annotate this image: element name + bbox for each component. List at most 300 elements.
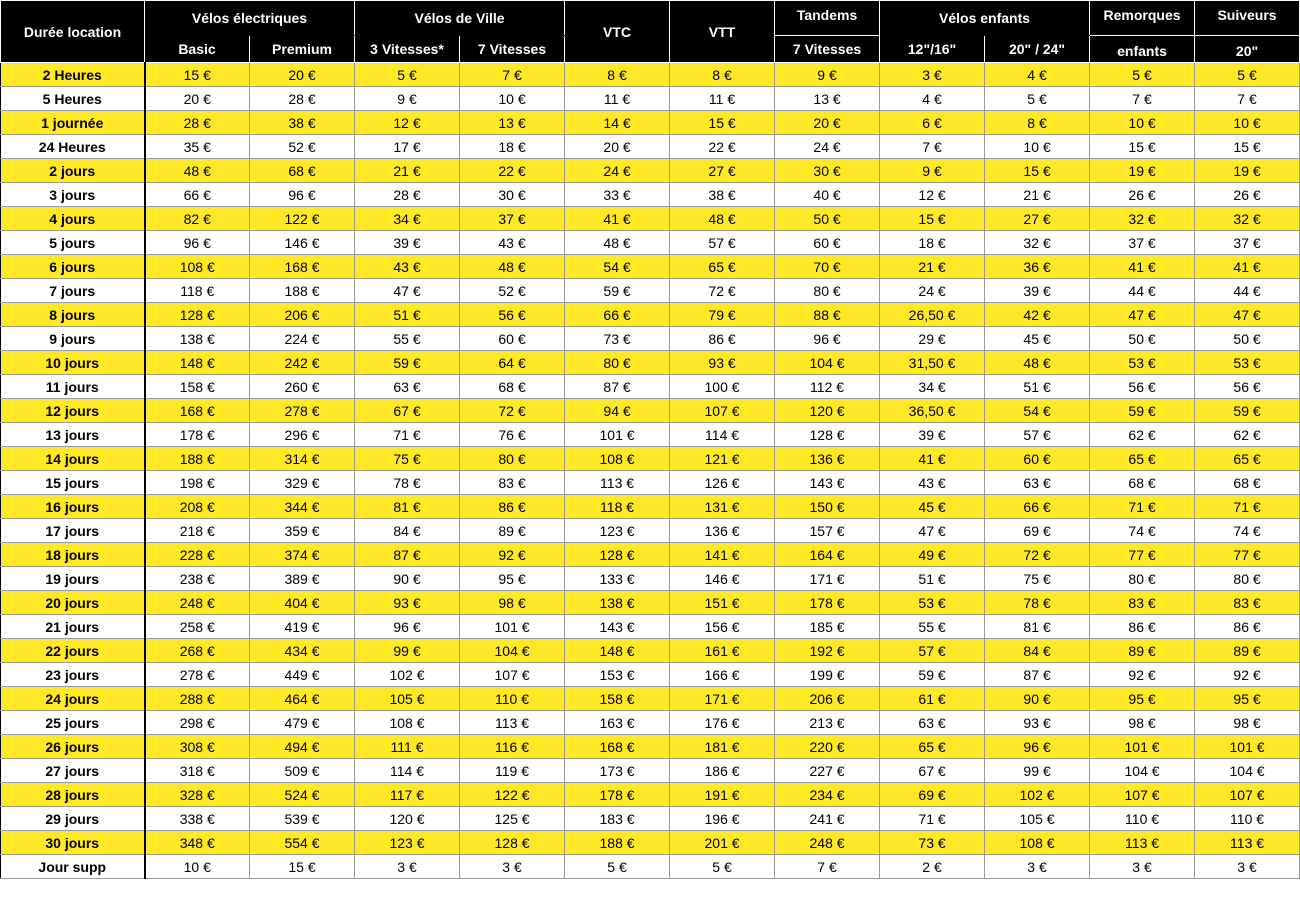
price-cell: 71 € [355, 423, 460, 447]
price-cell: 5 € [985, 87, 1090, 111]
price-cell: 110 € [1195, 807, 1300, 831]
price-cell: 93 € [355, 591, 460, 615]
price-cell: 101 € [565, 423, 670, 447]
price-cell: 104 € [1090, 759, 1195, 783]
header-electric-bikes: Vélos électriques [145, 1, 355, 36]
price-cell: 80 € [460, 447, 565, 471]
price-cell: 178 € [145, 423, 250, 447]
price-cell: 80 € [565, 351, 670, 375]
row-duration-label: 2 jours [1, 159, 145, 183]
price-cell: 98 € [460, 591, 565, 615]
price-cell: 213 € [775, 711, 880, 735]
price-cell: 37 € [1195, 231, 1300, 255]
table-row [1, 591, 1300, 615]
price-cell: 101 € [1090, 735, 1195, 759]
price-cell: 29 € [880, 327, 985, 351]
price-cell: 389 € [250, 567, 355, 591]
price-cell: 43 € [355, 255, 460, 279]
price-cell: 113 € [1090, 831, 1195, 855]
price-cell: 15 € [670, 111, 775, 135]
table-row [1, 279, 1300, 303]
price-cell: 28 € [250, 87, 355, 111]
price-cell: 73 € [565, 327, 670, 351]
header-kids-bikes: Vélos enfants [880, 1, 1090, 36]
price-cell: 359 € [250, 519, 355, 543]
price-cell: 374 € [250, 543, 355, 567]
price-cell: 141 € [670, 543, 775, 567]
price-cell: 38 € [250, 111, 355, 135]
price-cell: 34 € [880, 375, 985, 399]
price-cell: 71 € [880, 807, 985, 831]
header-trailers-kids: enfants [1090, 36, 1195, 63]
price-cell: 479 € [250, 711, 355, 735]
price-cell: 344 € [250, 495, 355, 519]
price-cell: 100 € [670, 375, 775, 399]
price-cell: 63 € [985, 471, 1090, 495]
price-cell: 296 € [250, 423, 355, 447]
price-cell: 86 € [460, 495, 565, 519]
price-cell: 105 € [985, 807, 1090, 831]
price-cell: 128 € [565, 543, 670, 567]
price-cell: 59 € [880, 663, 985, 687]
price-cell: 133 € [565, 567, 670, 591]
row-duration-label: 24 Heures [1, 135, 145, 159]
price-cell: 196 € [670, 807, 775, 831]
price-cell: 20 € [250, 63, 355, 87]
header-premium: Premium [250, 36, 355, 63]
table-row [1, 831, 1300, 855]
price-cell: 21 € [985, 183, 1090, 207]
header-tandem-7-speeds: 7 Vitesses [775, 36, 880, 63]
price-cell: 8 € [565, 63, 670, 87]
row-duration-label: 1 journée [1, 111, 145, 135]
price-cell: 120 € [775, 399, 880, 423]
price-cell: 40 € [775, 183, 880, 207]
price-cell: 105 € [355, 687, 460, 711]
price-cell: 9 € [355, 87, 460, 111]
price-cell: 24 € [880, 279, 985, 303]
price-cell: 67 € [880, 759, 985, 783]
price-cell: 3 € [985, 855, 1090, 879]
price-cell: 404 € [250, 591, 355, 615]
price-cell: 138 € [565, 591, 670, 615]
price-cell: 27 € [670, 159, 775, 183]
price-cell: 18 € [460, 135, 565, 159]
table-row [1, 495, 1300, 519]
header-kids-12-16: 12"/16" [880, 36, 985, 63]
table-row [1, 159, 1300, 183]
price-cell: 3 € [1195, 855, 1300, 879]
price-cell: 77 € [1195, 543, 1300, 567]
price-cell: 9 € [775, 63, 880, 87]
price-cell: 41 € [565, 207, 670, 231]
table-row [1, 87, 1300, 111]
price-cell: 49 € [880, 543, 985, 567]
price-cell: 298 € [145, 711, 250, 735]
price-cell: 260 € [250, 375, 355, 399]
price-cell: 158 € [145, 375, 250, 399]
price-cell: 62 € [1195, 423, 1300, 447]
table-row [1, 711, 1300, 735]
price-cell: 234 € [775, 783, 880, 807]
price-cell: 72 € [985, 543, 1090, 567]
price-cell: 101 € [460, 615, 565, 639]
price-cell: 107 € [670, 399, 775, 423]
price-cell: 241 € [775, 807, 880, 831]
price-cell: 30 € [460, 183, 565, 207]
price-cell: 494 € [250, 735, 355, 759]
price-cell: 39 € [355, 231, 460, 255]
price-cell: 125 € [460, 807, 565, 831]
price-cell: 92 € [1090, 663, 1195, 687]
price-cell: 18 € [880, 231, 985, 255]
price-cell: 5 € [1090, 63, 1195, 87]
price-cell: 48 € [460, 255, 565, 279]
row-duration-label: 6 jours [1, 255, 145, 279]
price-cell: 122 € [460, 783, 565, 807]
row-duration-label: 29 jours [1, 807, 145, 831]
row-duration-label: 30 jours [1, 831, 145, 855]
price-cell: 3 € [1090, 855, 1195, 879]
price-cell: 37 € [1090, 231, 1195, 255]
price-cell: 201 € [670, 831, 775, 855]
price-cell: 33 € [565, 183, 670, 207]
header-followers-20: 20" [1195, 36, 1300, 63]
table-row [1, 855, 1300, 879]
price-cell: 63 € [880, 711, 985, 735]
price-cell: 15 € [1090, 135, 1195, 159]
price-cell: 83 € [1195, 591, 1300, 615]
price-cell: 36,50 € [880, 399, 985, 423]
price-cell: 81 € [355, 495, 460, 519]
price-cell: 51 € [985, 375, 1090, 399]
price-cell: 171 € [670, 687, 775, 711]
header-basic: Basic [145, 36, 250, 63]
price-cell: 7 € [775, 855, 880, 879]
price-cell: 55 € [880, 615, 985, 639]
table-row [1, 375, 1300, 399]
header-followers: Suiveurs [1195, 1, 1300, 36]
row-duration-label: 13 jours [1, 423, 145, 447]
price-cell: 71 € [1090, 495, 1195, 519]
price-cell: 14 € [565, 111, 670, 135]
price-cell: 37 € [460, 207, 565, 231]
price-cell: 8 € [670, 63, 775, 87]
price-cell: 47 € [1195, 303, 1300, 327]
price-cell: 146 € [250, 231, 355, 255]
table-row [1, 687, 1300, 711]
row-duration-label: 26 jours [1, 735, 145, 759]
price-cell: 96 € [250, 183, 355, 207]
price-cell: 104 € [1195, 759, 1300, 783]
price-cell: 13 € [460, 111, 565, 135]
price-cell: 20 € [565, 135, 670, 159]
price-cell: 84 € [355, 519, 460, 543]
price-cell: 12 € [880, 183, 985, 207]
price-cell: 47 € [1090, 303, 1195, 327]
row-duration-label: 7 jours [1, 279, 145, 303]
price-cell: 73 € [880, 831, 985, 855]
price-cell: 114 € [355, 759, 460, 783]
price-cell: 48 € [565, 231, 670, 255]
price-cell: 88 € [775, 303, 880, 327]
row-duration-label: 27 jours [1, 759, 145, 783]
price-cell: 192 € [775, 639, 880, 663]
price-cell: 101 € [1195, 735, 1300, 759]
price-cell: 90 € [355, 567, 460, 591]
price-cell: 99 € [355, 639, 460, 663]
row-duration-label: 3 jours [1, 183, 145, 207]
price-cell: 39 € [985, 279, 1090, 303]
header-vtc: VTC [565, 1, 670, 63]
table-row [1, 63, 1300, 87]
price-cell: 83 € [460, 471, 565, 495]
row-duration-label: 5 Heures [1, 87, 145, 111]
price-cell: 90 € [985, 687, 1090, 711]
price-cell: 41 € [880, 447, 985, 471]
row-duration-label: 15 jours [1, 471, 145, 495]
price-cell: 31,50 € [880, 351, 985, 375]
price-cell: 96 € [145, 231, 250, 255]
price-cell: 15 € [145, 63, 250, 87]
price-cell: 84 € [985, 639, 1090, 663]
price-cell: 228 € [145, 543, 250, 567]
price-cell: 7 € [1090, 87, 1195, 111]
price-cell: 13 € [775, 87, 880, 111]
price-cell: 113 € [460, 711, 565, 735]
price-cell: 47 € [880, 519, 985, 543]
price-cell: 32 € [985, 231, 1090, 255]
price-cell: 96 € [985, 735, 1090, 759]
price-cell: 51 € [355, 303, 460, 327]
price-cell: 92 € [460, 543, 565, 567]
price-cell: 83 € [1090, 591, 1195, 615]
price-cell: 206 € [775, 687, 880, 711]
price-cell: 44 € [1090, 279, 1195, 303]
price-cell: 79 € [670, 303, 775, 327]
table-row [1, 135, 1300, 159]
table-row [1, 567, 1300, 591]
table-header [1, 1, 1300, 63]
price-cell: 113 € [1195, 831, 1300, 855]
price-cell: 3 € [460, 855, 565, 879]
price-cell: 94 € [565, 399, 670, 423]
price-cell: 93 € [670, 351, 775, 375]
price-cell: 65 € [1195, 447, 1300, 471]
price-cell: 68 € [460, 375, 565, 399]
price-cell: 65 € [670, 255, 775, 279]
price-cell: 59 € [355, 351, 460, 375]
price-cell: 93 € [985, 711, 1090, 735]
price-cell: 208 € [145, 495, 250, 519]
price-cell: 54 € [565, 255, 670, 279]
price-cell: 108 € [145, 255, 250, 279]
price-cell: 95 € [460, 567, 565, 591]
price-cell: 128 € [775, 423, 880, 447]
price-cell: 248 € [775, 831, 880, 855]
price-cell: 66 € [565, 303, 670, 327]
price-cell: 68 € [1090, 471, 1195, 495]
price-cell: 66 € [145, 183, 250, 207]
price-cell: 26,50 € [880, 303, 985, 327]
row-duration-label: 5 jours [1, 231, 145, 255]
price-cell: 314 € [250, 447, 355, 471]
price-cell: 60 € [775, 231, 880, 255]
header-duration: Durée location [1, 1, 145, 63]
price-cell: 50 € [1090, 327, 1195, 351]
price-cell: 69 € [985, 519, 1090, 543]
price-cell: 41 € [1090, 255, 1195, 279]
price-cell: 52 € [250, 135, 355, 159]
price-cell: 278 € [145, 663, 250, 687]
price-cell: 80 € [1195, 567, 1300, 591]
header-vtt: VTT [670, 1, 775, 63]
price-cell: 45 € [880, 495, 985, 519]
price-cell: 509 € [250, 759, 355, 783]
row-duration-label: 2 Heures [1, 63, 145, 87]
price-cell: 7 € [1195, 87, 1300, 111]
price-cell: 3 € [355, 855, 460, 879]
price-cell: 36 € [985, 255, 1090, 279]
price-cell: 178 € [565, 783, 670, 807]
price-cell: 2 € [880, 855, 985, 879]
price-cell: 81 € [985, 615, 1090, 639]
header-tandems: Tandems [775, 1, 880, 36]
price-cell: 35 € [145, 135, 250, 159]
price-cell: 15 € [250, 855, 355, 879]
price-cell: 19 € [1195, 159, 1300, 183]
price-cell: 449 € [250, 663, 355, 687]
price-cell: 24 € [565, 159, 670, 183]
row-duration-label: 14 jours [1, 447, 145, 471]
price-cell: 143 € [565, 615, 670, 639]
row-duration-label: 4 jours [1, 207, 145, 231]
price-cell: 104 € [460, 639, 565, 663]
price-cell: 10 € [1195, 111, 1300, 135]
price-cell: 28 € [145, 111, 250, 135]
price-cell: 151 € [670, 591, 775, 615]
price-cell: 67 € [355, 399, 460, 423]
price-cell: 27 € [985, 207, 1090, 231]
price-cell: 50 € [1195, 327, 1300, 351]
table-row [1, 759, 1300, 783]
price-cell: 191 € [670, 783, 775, 807]
price-cell: 87 € [985, 663, 1090, 687]
price-cell: 39 € [880, 423, 985, 447]
price-cell: 5 € [355, 63, 460, 87]
price-cell: 258 € [145, 615, 250, 639]
price-cell: 153 € [565, 663, 670, 687]
header-7-speeds: 7 Vitesses [460, 36, 565, 63]
price-cell: 120 € [355, 807, 460, 831]
price-cell: 59 € [565, 279, 670, 303]
price-cell: 65 € [1090, 447, 1195, 471]
price-cell: 186 € [670, 759, 775, 783]
price-cell: 163 € [565, 711, 670, 735]
price-cell: 44 € [1195, 279, 1300, 303]
price-cell: 95 € [1195, 687, 1300, 711]
price-cell: 19 € [1090, 159, 1195, 183]
price-cell: 168 € [145, 399, 250, 423]
price-cell: 32 € [1195, 207, 1300, 231]
price-cell: 21 € [880, 255, 985, 279]
price-cell: 96 € [775, 327, 880, 351]
price-cell: 248 € [145, 591, 250, 615]
price-cell: 68 € [250, 159, 355, 183]
table-row [1, 783, 1300, 807]
row-duration-label: 25 jours [1, 711, 145, 735]
price-cell: 188 € [250, 279, 355, 303]
price-cell: 188 € [565, 831, 670, 855]
price-cell: 45 € [985, 327, 1090, 351]
table-row [1, 207, 1300, 231]
row-duration-label: 9 jours [1, 327, 145, 351]
row-duration-label: 10 jours [1, 351, 145, 375]
table-row [1, 639, 1300, 663]
price-cell: 156 € [670, 615, 775, 639]
price-cell: 123 € [565, 519, 670, 543]
price-cell: 77 € [1090, 543, 1195, 567]
price-cell: 7 € [460, 63, 565, 87]
price-cell: 74 € [1195, 519, 1300, 543]
table-row [1, 735, 1300, 759]
price-cell: 171 € [775, 567, 880, 591]
header-3-speeds: 3 Vitesses* [355, 36, 460, 63]
price-cell: 108 € [985, 831, 1090, 855]
price-cell: 5 € [670, 855, 775, 879]
price-cell: 111 € [355, 735, 460, 759]
price-cell: 419 € [250, 615, 355, 639]
price-cell: 69 € [880, 783, 985, 807]
price-cell: 107 € [1195, 783, 1300, 807]
price-cell: 20 € [145, 87, 250, 111]
price-cell: 4 € [880, 87, 985, 111]
price-cell: 150 € [775, 495, 880, 519]
price-cell: 168 € [565, 735, 670, 759]
table-row [1, 447, 1300, 471]
price-cell: 60 € [985, 447, 1090, 471]
price-cell: 55 € [355, 327, 460, 351]
table-row [1, 183, 1300, 207]
header-kids-20-24: 20" / 24" [985, 36, 1090, 63]
price-cell: 206 € [250, 303, 355, 327]
price-cell: 99 € [985, 759, 1090, 783]
row-duration-label: 20 jours [1, 591, 145, 615]
price-cell: 65 € [880, 735, 985, 759]
price-cell: 121 € [670, 447, 775, 471]
price-cell: 61 € [880, 687, 985, 711]
price-cell: 11 € [565, 87, 670, 111]
price-cell: 71 € [1195, 495, 1300, 519]
table-row [1, 399, 1300, 423]
price-cell: 138 € [145, 327, 250, 351]
price-cell: 554 € [250, 831, 355, 855]
table-row [1, 471, 1300, 495]
price-cell: 10 € [145, 855, 250, 879]
table-row [1, 255, 1300, 279]
price-cell: 48 € [670, 207, 775, 231]
price-cell: 148 € [565, 639, 670, 663]
price-cell: 8 € [985, 111, 1090, 135]
price-cell: 188 € [145, 447, 250, 471]
price-cell: 70 € [775, 255, 880, 279]
price-cell: 56 € [1195, 375, 1300, 399]
price-cell: 308 € [145, 735, 250, 759]
price-cell: 136 € [670, 519, 775, 543]
price-cell: 59 € [1195, 399, 1300, 423]
table-body [1, 63, 1300, 879]
row-duration-label: 17 jours [1, 519, 145, 543]
